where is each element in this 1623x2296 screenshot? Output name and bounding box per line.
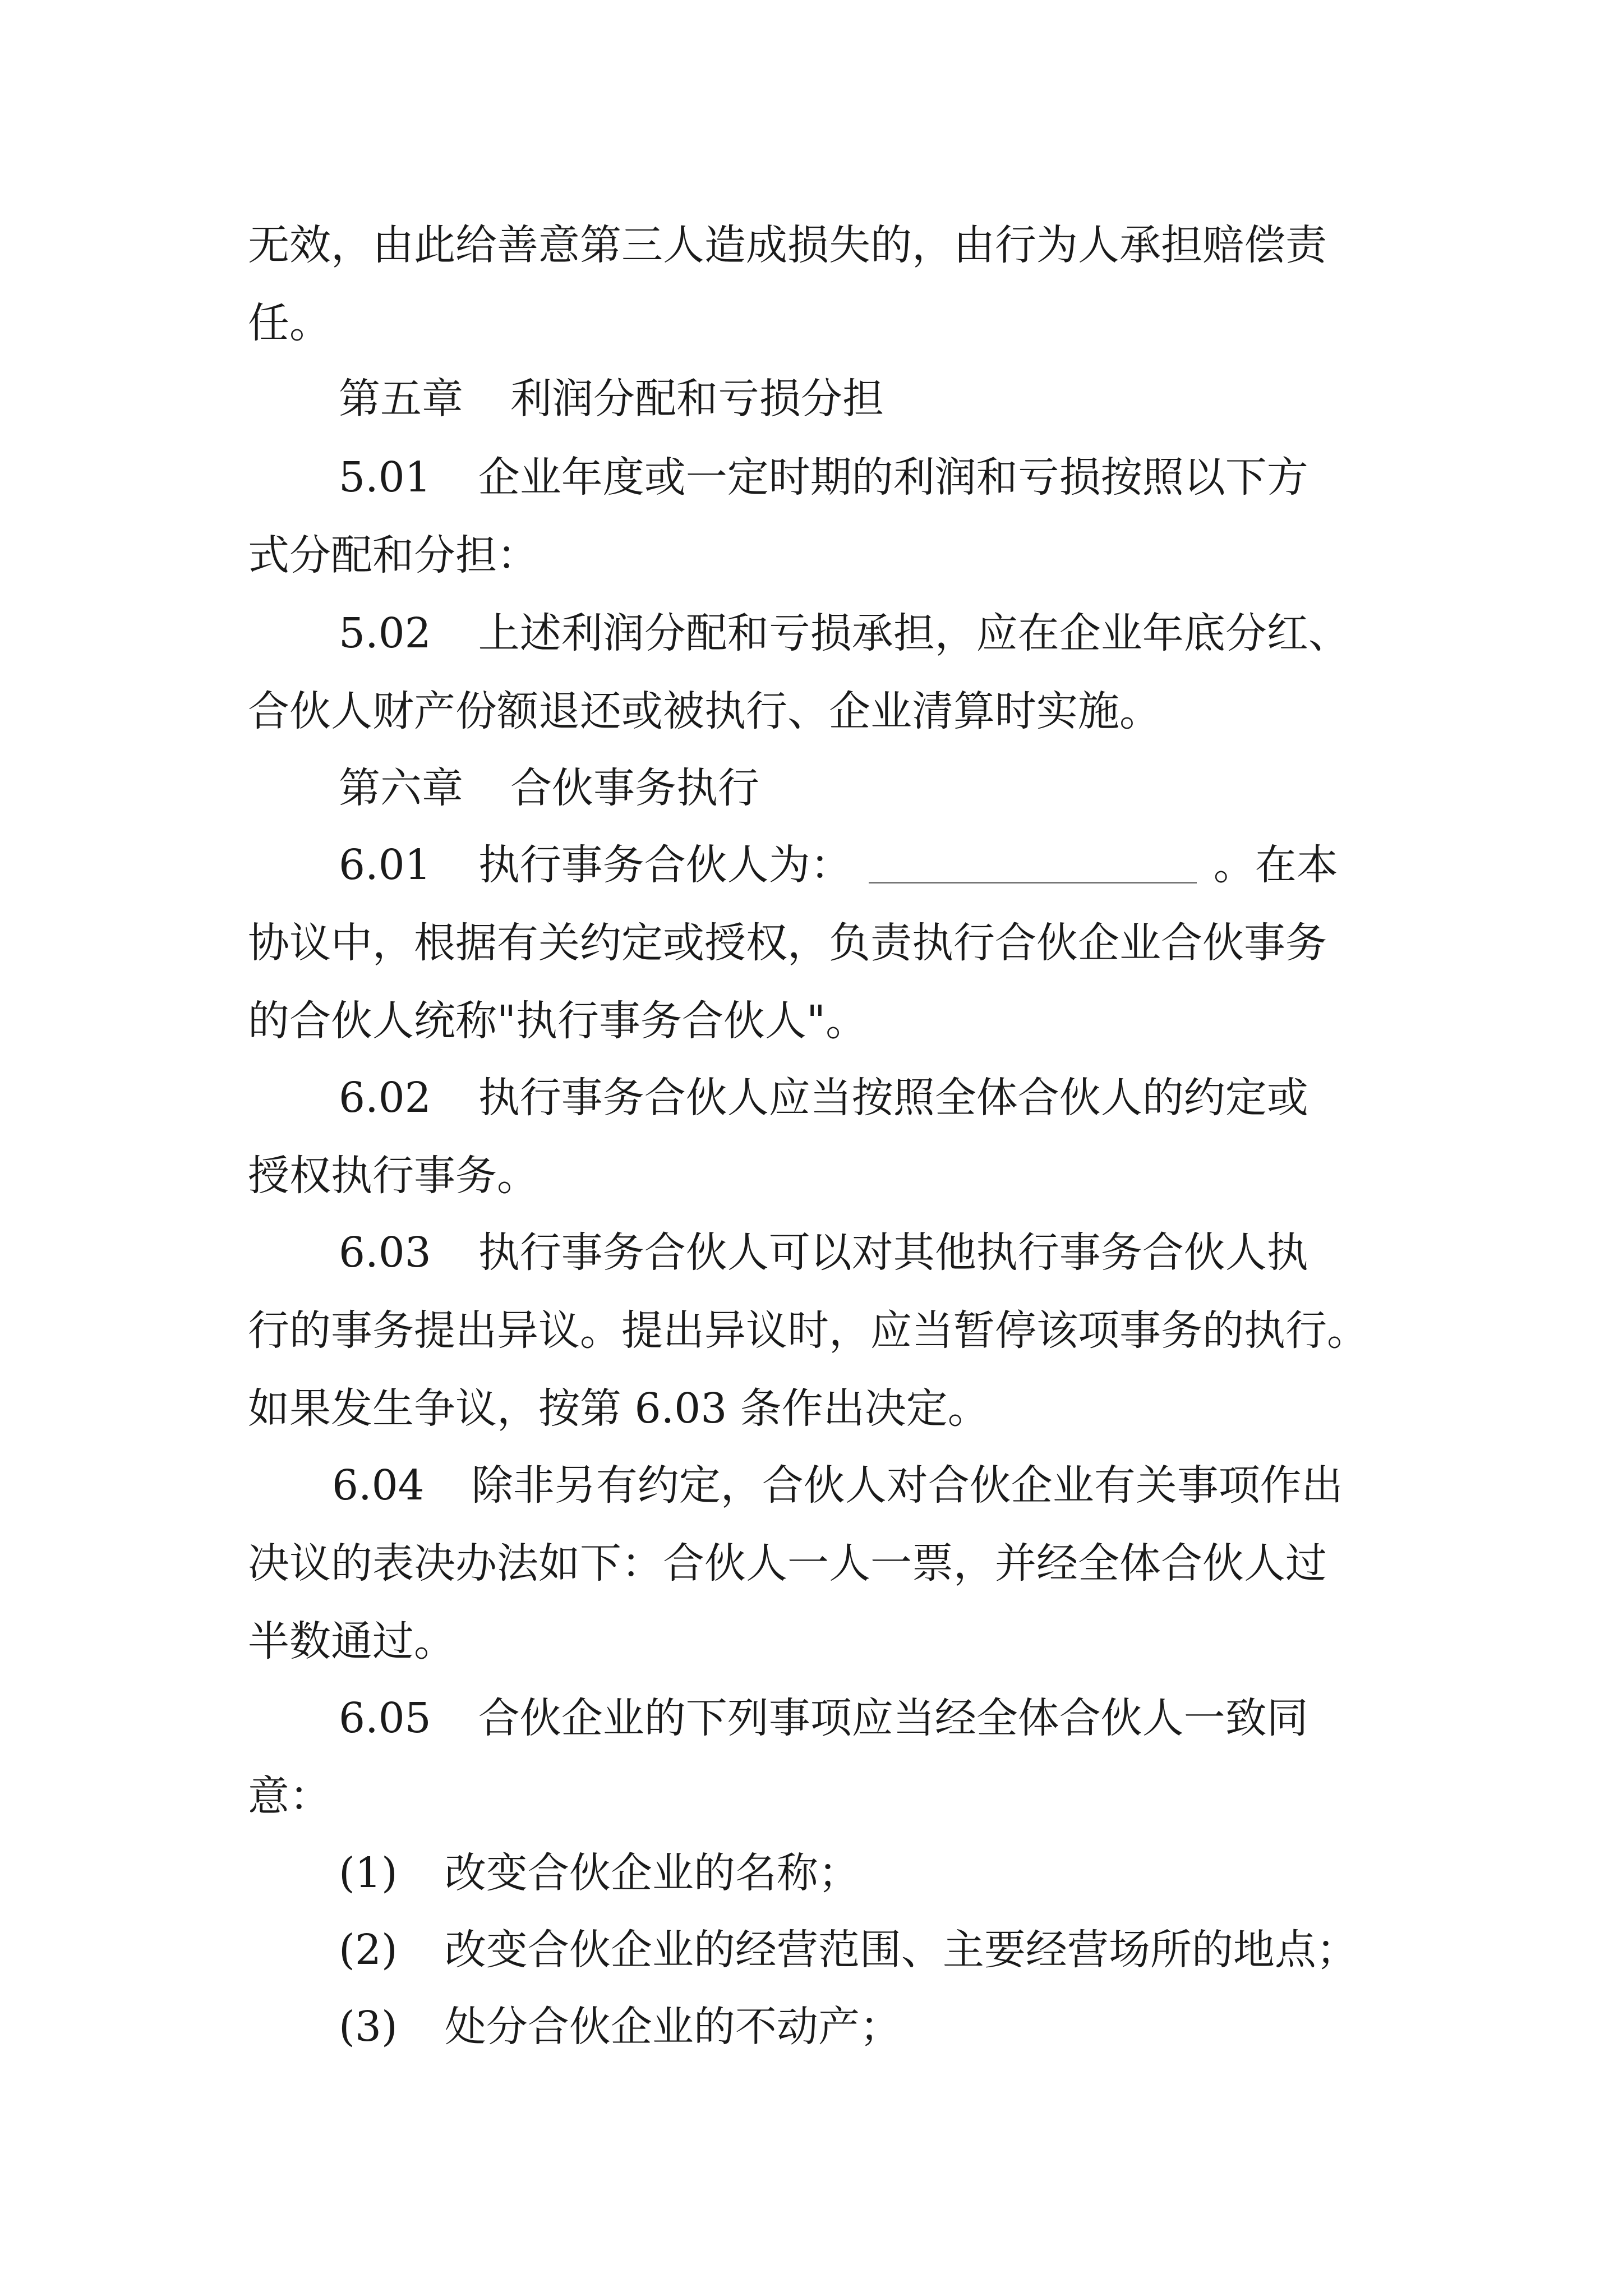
chapter-heading-5	[339, 368, 884, 430]
section-number: 6.03	[339, 1228, 431, 1277]
paragraph-line	[248, 214, 1327, 276]
section-5-01-continued	[248, 524, 538, 586]
section-6-03-continued	[248, 1300, 1368, 1361]
chapter-label: 第六章	[339, 764, 463, 812]
section-6-05-continued	[248, 1765, 331, 1827]
section-text: 执行事务合伙人为：	[478, 841, 852, 889]
section-text: 意：	[248, 1772, 331, 1820]
section-text: 协议中，根据有关约定或授权，负责执行合伙企业合伙事务	[248, 919, 1327, 967]
section-number: 5.01	[339, 453, 431, 501]
section-6-03-continued	[248, 1378, 989, 1439]
section-6-04	[332, 1455, 1343, 1516]
paragraph-line	[248, 292, 331, 354]
section-text: 半数通过。	[248, 1617, 455, 1665]
chapter-title: 合伙事务执行	[510, 764, 759, 812]
section-number: 6.02	[339, 1074, 431, 1122]
section-6-02	[339, 1067, 1308, 1129]
list-item-2	[339, 1919, 1358, 1981]
section-6-02-continued	[248, 1145, 538, 1207]
list-number: (1)	[339, 1849, 398, 1897]
section-5-02	[339, 602, 1350, 664]
section-text: 合伙企业的下列事项应当经全体合伙人一致同	[478, 1694, 1308, 1742]
section-5-01	[339, 447, 1308, 508]
section-number: 6.05	[339, 1694, 431, 1742]
section-text: 执行事务合伙人可以对其他执行事务合伙人执	[478, 1228, 1308, 1277]
section-number: 6.01	[339, 841, 431, 889]
section-5-02-continued	[248, 680, 1161, 742]
section-6-04-continued	[248, 1611, 455, 1672]
section-text: 决议的表决办法如下：合伙人一人一票，并经全体合伙人过	[248, 1539, 1327, 1588]
list-text: 改变合伙企业的经营范围、主要经营场所的地点；	[444, 1926, 1358, 1974]
chapter-title: 利润分配和亏损分担	[510, 375, 884, 423]
section-text: 执行事务合伙人应当按照全体合伙人的约定或	[478, 1074, 1308, 1122]
list-item-3	[339, 1996, 901, 2058]
section-text: 如果发生争议，按第 6.03 条作出决定。	[248, 1384, 989, 1433]
blank-fill-line[interactable]	[869, 880, 1197, 884]
section-text: 的合伙人统称"执行事务合伙人"。	[248, 997, 868, 1045]
section-6-03	[339, 1222, 1308, 1283]
list-text: 改变合伙企业的名称；	[444, 1849, 860, 1897]
list-number: (3)	[339, 2003, 398, 2051]
section-6-01-continued	[248, 912, 1327, 974]
section-text: 授权执行事务。	[248, 1152, 538, 1200]
chapter-heading-6	[339, 757, 759, 819]
section-text: 除非另有约定，合伙人对合伙企业有关事项作出	[471, 1461, 1343, 1510]
section-text: 企业年度或一定时期的利润和亏损按照以下方	[478, 453, 1308, 501]
section-6-01	[339, 834, 1338, 896]
list-item-1	[339, 1842, 860, 1904]
section-text: 合伙人财产份额退还或被执行、企业清算时实施。	[248, 687, 1161, 735]
section-6-01-continued	[248, 990, 867, 1052]
list-number: (2)	[339, 1926, 398, 1974]
section-6-05	[339, 1687, 1308, 1749]
section-number: 5.02	[339, 609, 431, 657]
section-6-04-continued	[248, 1533, 1327, 1594]
chapter-label: 第五章	[339, 375, 463, 423]
section-text: 式分配和分担：	[248, 531, 538, 579]
section-text-after-blank: 。在本	[1213, 841, 1338, 889]
text-continuation: 无效，由此给善意第三人造成损失的，由行为人承担赔偿责	[248, 221, 1327, 269]
section-number: 6.04	[332, 1461, 425, 1510]
section-text: 上述利润分配和亏损承担，应在企业年底分红、	[478, 609, 1350, 657]
text-continuation-end: 任。	[248, 299, 331, 347]
section-text: 行的事务提出异议。提出异议时，应当暂停该项事务的执行。	[248, 1306, 1368, 1355]
list-text: 处分合伙企业的不动产；	[444, 2003, 901, 2051]
